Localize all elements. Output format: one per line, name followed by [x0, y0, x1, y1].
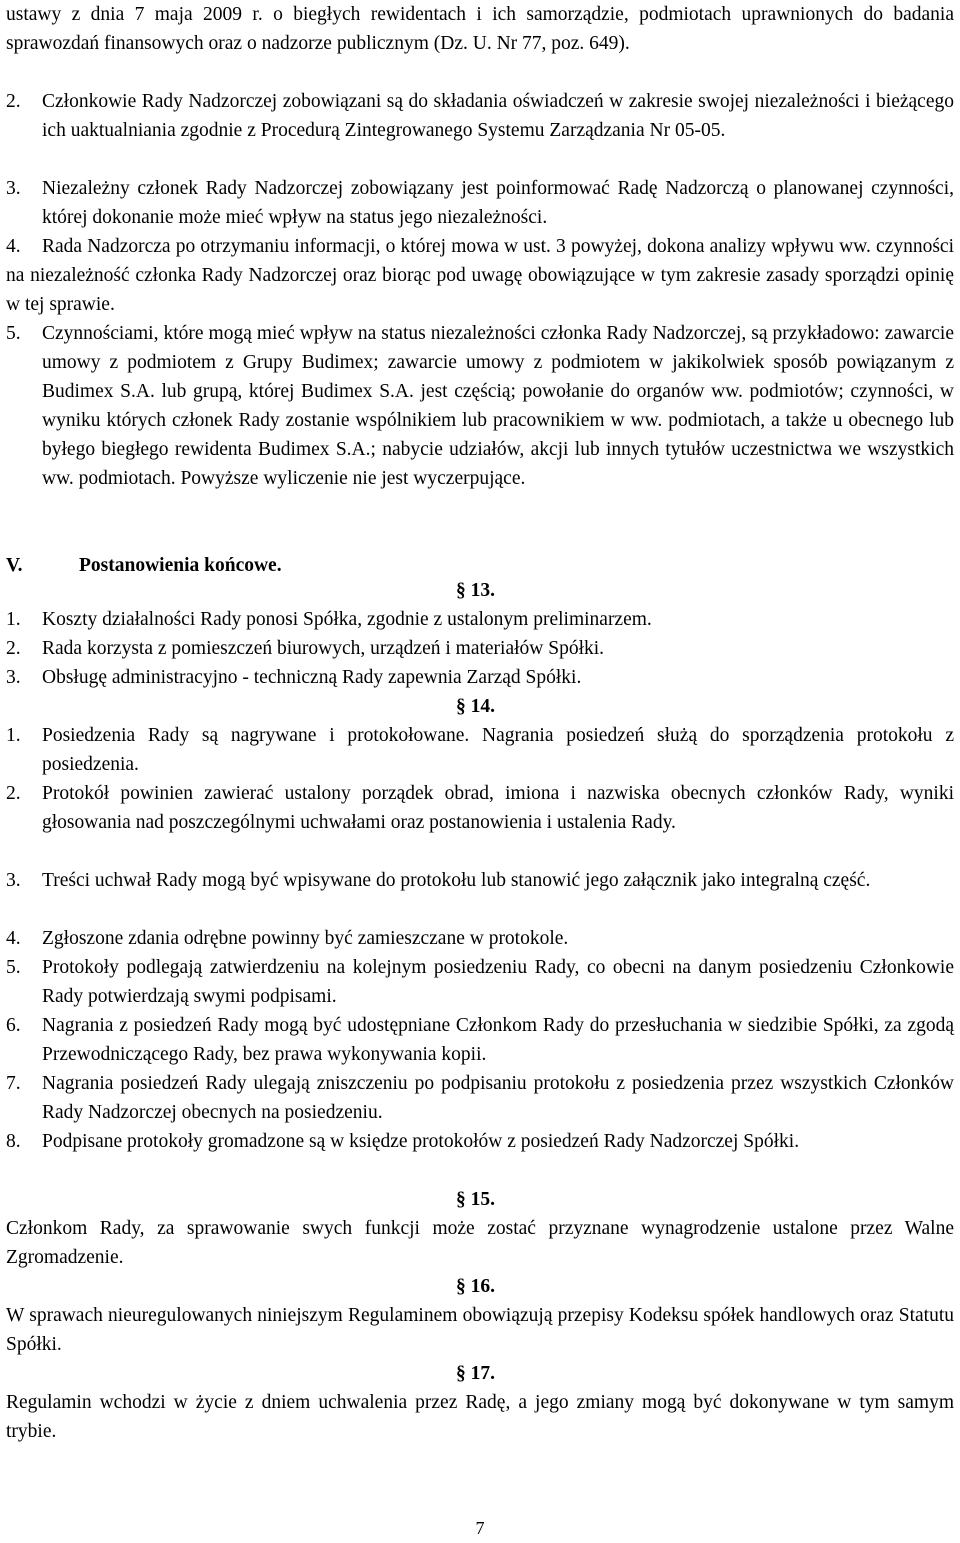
- list-item: [6, 1011, 954, 1069]
- item-number: 7.: [6, 1073, 21, 1094]
- list-item: [6, 605, 954, 634]
- item-text: Czynnościami, które mogą mieć wpływ na status niezależności członka Rady Nadzorczej, są przykładowo: zawarcie umowy z podmiotem z Grupy Budimex; zawarcie umowy z podmiotem w jakikolwiek sposób powiązanym z Budimex S.A. lub grupą, której Budimex S.A. jest częścią; powołanie do organów ww. podmiotów; czynności, w wyniku których członek Rady zostanie wspólnikiem lub pracownikiem w ww. podmiotach, a także u obecnego lub byłego biegłego rewidenta Budimex S.A.; nabycie udziałów, akcji lub innych tytułów uczestnictwa we wszystkich ww. podmiotach. Powyższe wyliczenie nie jest wyczerpujące.: [42, 323, 954, 489]
- paragraph-heading-15: § 15.: [456, 1189, 495, 1210]
- paragraph-heading-13: § 13.: [456, 580, 495, 601]
- continuation-text: ustawy z dnia 7 maja 2009 r. o biegłych rewidentach i ich samorządzie, podmiotach uprawnionych do badania sprawozdań finansowych oraz o nadzorze publicznym (Dz. U. Nr 77, poz. 649).: [6, 4, 954, 54]
- list-item: [6, 721, 954, 779]
- paragraph-heading-14: § 14.: [456, 696, 495, 717]
- item-text: Nagrania posiedzeń Rady ulegają zniszczeniu po podpisaniu protokołu z posiedzenia przez wszystkich Członków Rady Nadzorczej obecnych na posiedzeniu.: [42, 1073, 954, 1123]
- item-number: 2.: [6, 783, 21, 804]
- item-number: 2.: [6, 638, 21, 659]
- section-number: V.: [6, 555, 23, 576]
- item-text: Protokół powinien zawierać ustalony porządek obrad, imiona i nazwiska obecnych członków Rady, wyniki głosowania nad poszczególnymi uchwałami oraz postanowienia i ustalenia Rady.: [42, 783, 954, 833]
- item-text: Protokoły podlegają zatwierdzeniu na kolejnym posiedzeniu Rady, co obecni na danym posiedzeniu Członkowie Rady potwierdzają swymi podpisami.: [42, 957, 954, 1007]
- item-number: 3.: [6, 667, 21, 688]
- paragraph-sign-icon: §: [456, 696, 466, 717]
- list-item: [6, 1069, 954, 1127]
- item-number: 3.: [6, 178, 21, 199]
- paragraph-sign-icon: §: [456, 1363, 466, 1384]
- list-item: [6, 87, 954, 145]
- paragraph-text: W sprawach nieuregulowanych niniejszym Regulaminem obowiązują przepisy Kodeksu spółek handlowych oraz Statutu Spółki.: [6, 1305, 954, 1355]
- continuation-text-block: [6, 0, 954, 58]
- item-text: Nagrania z posiedzeń Rady mogą być udostępniane Członkom Rady do przesłuchania w siedzibie Spółki, za zgodą Przewodniczącego Rady, bez prawa wykonywania kopii.: [42, 1015, 954, 1065]
- item-number: 1.: [6, 609, 21, 630]
- list-item: [6, 779, 954, 837]
- item-number: 1.: [6, 725, 21, 746]
- section-title: Postanowienia końcowe.: [79, 555, 282, 576]
- list-item: [6, 953, 954, 1011]
- item-number: 3.: [6, 870, 21, 891]
- page-number: 7: [475, 1518, 485, 1538]
- item-text: Rada Nadzorcza po otrzymaniu informacji, o której mowa w ust. 3 powyżej, dokona analizy wpływu ww. czynności na niezależność członka Rady Nadzorczej oraz biorąc pod uwagę obowiązujące w tym zakresie zasady sporządzi opinię w tej sprawie.: [6, 236, 954, 315]
- list-item: [6, 1127, 954, 1156]
- paragraph-text: Regulamin wchodzi w życie z dniem uchwalenia przez Radę, a jego zmiany mogą być dokonywane w tym samym trybie.: [6, 1392, 954, 1442]
- item-number: 4.: [6, 928, 21, 949]
- item-text: Obsługę administracyjno - techniczną Rady zapewnia Zarząd Spółki.: [42, 667, 582, 688]
- item-number: 8.: [6, 1131, 21, 1152]
- item-number: 2.: [6, 91, 21, 112]
- item-number: 6.: [6, 1015, 21, 1036]
- paragraph-sign-icon: §: [456, 1276, 466, 1297]
- list-item: [6, 663, 954, 692]
- list-item: [6, 319, 954, 493]
- item-text: Członkowie Rady Nadzorczej zobowiązani są do składania oświadczeń w zakresie swojej niezależności i bieżącego ich uaktualniania zgodnie z Procedurą Zintegrowanego Systemu Zarządzania Nr 05-05.: [42, 91, 954, 141]
- paragraph-sign-icon: §: [456, 1189, 466, 1210]
- item-text: Podpisane protokoły gromadzone są w księdze protokołów z posiedzeń Rady Nadzorczej Spółki.: [42, 1131, 800, 1152]
- paragraph-heading-16: § 16.: [456, 1276, 495, 1297]
- item-text: Niezależny członek Rady Nadzorczej zobowiązany jest poinformować Radę Nadzorczą o planowanej czynności, której dokonanie może mieć wpływ na status jego niezależności.: [42, 178, 954, 228]
- item-text: Posiedzenia Rady są nagrywane i protokołowane. Nagrania posiedzeń służą do sporządzenia protokołu z posiedzenia.: [42, 725, 954, 775]
- item-text: Rada korzysta z pomieszczeń biurowych, urządzeń i materiałów Spółki.: [42, 638, 605, 659]
- paragraph-heading-17: § 17.: [456, 1363, 495, 1384]
- paragraph-text: Członkom Rady, za sprawowanie swych funkcji może zostać przyznane wynagrodzenie ustalone przez Walne Zgromadzenie.: [6, 1218, 954, 1268]
- list-item: [6, 634, 954, 663]
- paragraph-sign-icon: §: [456, 580, 466, 601]
- list-item: [6, 924, 954, 953]
- item-number: 5.: [6, 323, 21, 344]
- list-item: [6, 174, 954, 232]
- list-item: [6, 232, 954, 319]
- item-text: Koszty działalności Rady ponosi Spółka, zgodnie z ustalonym preliminarzem.: [42, 609, 652, 630]
- item-text: Zgłoszone zdania odrębne powinny być zamieszczane w protokole.: [42, 928, 569, 949]
- item-number: 5.: [6, 957, 21, 978]
- list-item: [6, 866, 954, 895]
- item-number: 4.: [6, 236, 21, 257]
- item-text: Treści uchwał Rady mogą być wpisywane do protokołu lub stanowić jego załącznik jako integralną część.: [42, 870, 871, 891]
